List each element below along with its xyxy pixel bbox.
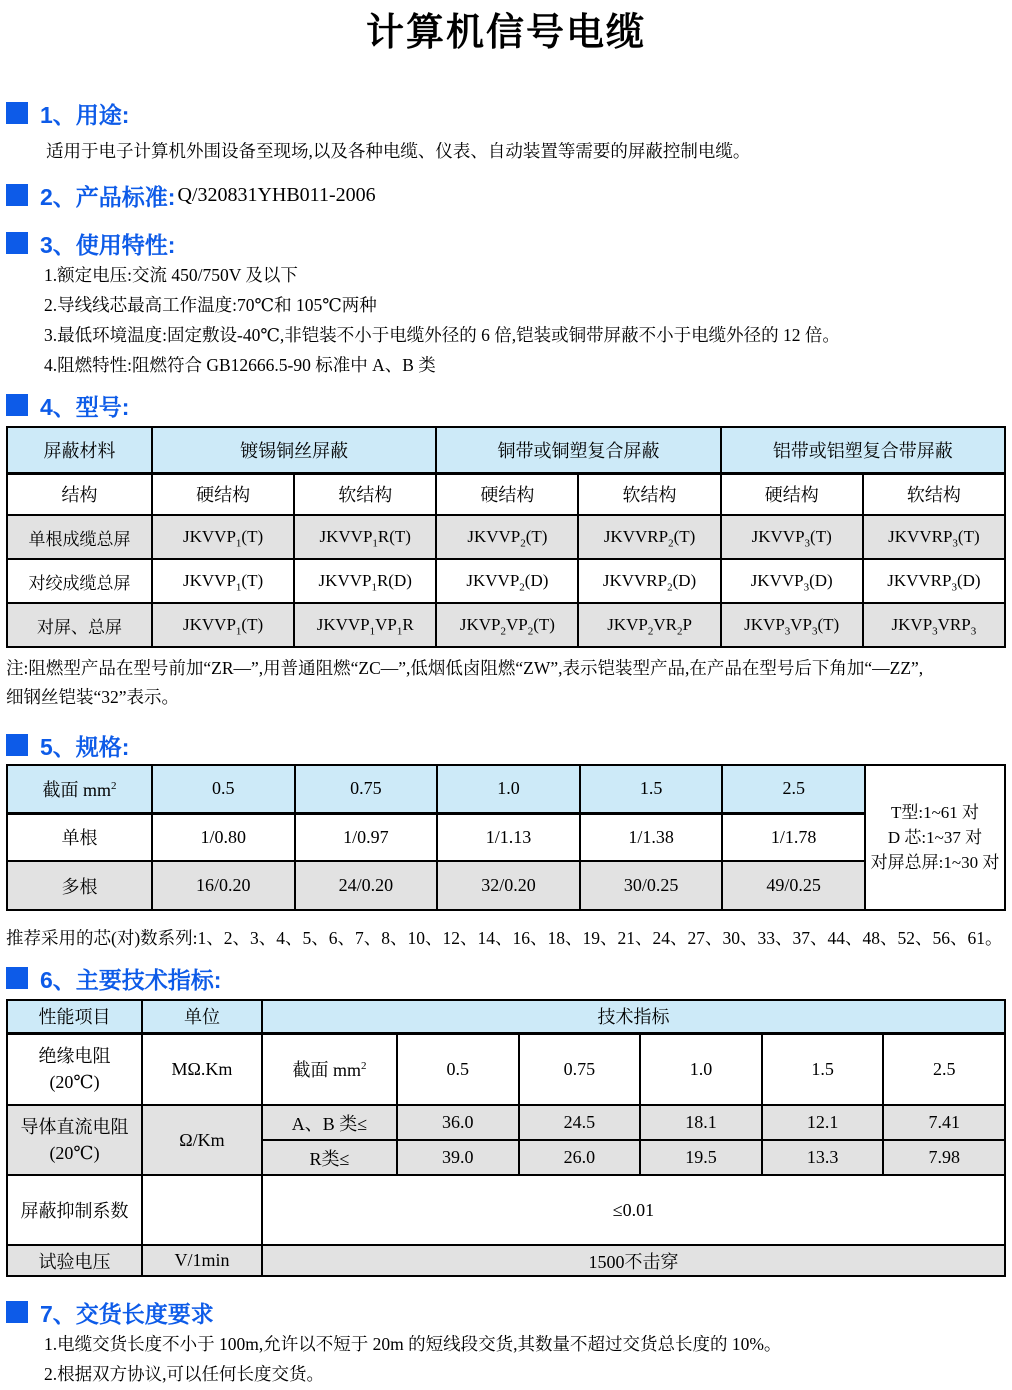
header-cell: 硬结构 bbox=[721, 473, 863, 515]
table-row bbox=[7, 515, 1005, 559]
row-label-line: 绝缘电阻 bbox=[38, 1046, 111, 1067]
model-cell: $JKVVP_1(T)$ bbox=[152, 559, 294, 603]
section-heading-specs bbox=[6, 730, 1006, 760]
row-label: 屏蔽抑制系数 bbox=[7, 1175, 142, 1245]
model-cell: $JKVVP_3(D)$ bbox=[721, 559, 863, 603]
value-cell: 7.41 bbox=[883, 1105, 1005, 1140]
header-cell: 屏蔽材料 bbox=[7, 427, 152, 473]
value-cell: 0.5 bbox=[397, 1033, 519, 1105]
list-item: 1.电缆交货长度不小于 100m,允许以不短于 20m 的短线段交货,其数量不超过交货总长度的 10%。 bbox=[44, 1334, 782, 1354]
row-label-line: (20℃) bbox=[49, 1143, 100, 1163]
model-table-header-row bbox=[7, 427, 1005, 473]
spec-cell: 1/1.78 bbox=[722, 813, 865, 861]
spec-table-header-row bbox=[7, 765, 1005, 813]
section-bullet-icon bbox=[6, 102, 28, 124]
unit-cell: V/1min bbox=[142, 1245, 262, 1276]
note-line: D 芯:1~37 对 bbox=[887, 828, 983, 847]
value-cell: 18.1 bbox=[640, 1105, 762, 1140]
section-characteristics-label: 3、使用特性: bbox=[40, 231, 176, 258]
value-cell: 26.0 bbox=[519, 1140, 641, 1175]
row-label: 单根 bbox=[7, 813, 152, 861]
section-heading-usage bbox=[6, 98, 1006, 128]
note-line: T型:1~61 对 bbox=[890, 803, 980, 822]
header-cell: 硬结构 bbox=[152, 473, 294, 515]
characteristics-list bbox=[6, 260, 1006, 380]
section-heading-models bbox=[6, 390, 1006, 420]
spec-cell: 1/0.80 bbox=[152, 813, 295, 861]
model-cell: $JKVVRP_2(T)$ bbox=[578, 515, 720, 559]
value-cell: 39.0 bbox=[397, 1140, 519, 1175]
value-cell: 13.3 bbox=[762, 1140, 884, 1175]
value-cell: ≤0.01 bbox=[262, 1175, 1005, 1245]
spec-cell: 30/0.25 bbox=[580, 861, 723, 910]
header-cell: 软结构 bbox=[294, 473, 436, 515]
header-cell: 结构 bbox=[7, 473, 152, 515]
row-label-line: 导体直流电阻 bbox=[20, 1117, 129, 1137]
row-label: 试验电压 bbox=[7, 1245, 142, 1276]
value-cell: 24.5 bbox=[519, 1105, 641, 1140]
spec-cell: 1/0.97 bbox=[295, 813, 438, 861]
header-cell: 镀锡铜丝屏蔽 bbox=[152, 427, 436, 473]
core-series-note: 推荐采用的芯(对)数系列:1、2、3、4、5、6、7、8、10、12、14、16、18、19、21、24、27、30、33、37、44、48、52、56、61。 bbox=[6, 928, 1003, 948]
list-item: 2.导线线芯最高工作温度:70℃和 105℃两种 bbox=[44, 295, 377, 315]
row-label-line: (20℃) bbox=[49, 1072, 100, 1093]
header-cell: 硬结构 bbox=[436, 473, 578, 515]
tech-table-header-row bbox=[7, 1000, 1005, 1033]
model-cell: $JKVVP_1VP_1R$ bbox=[294, 603, 436, 647]
list-item: 4.阻燃特性:阻燃符合 GB12666.5-90 标准中 A、B 类 bbox=[44, 355, 436, 375]
model-cell: $JKVVP_2(D)$ bbox=[436, 559, 578, 603]
tech-table bbox=[6, 999, 1006, 1277]
header-cell: 1.0 bbox=[437, 765, 580, 813]
unit-cell: MΩ.Km bbox=[142, 1033, 262, 1105]
header-cell: 1.5 bbox=[580, 765, 723, 813]
value-cell: 19.5 bbox=[640, 1140, 762, 1175]
table-row bbox=[7, 1175, 1005, 1245]
value-cell: 2.5 bbox=[883, 1033, 1005, 1105]
model-cell: $JKVVP_1(T)$ bbox=[152, 515, 294, 559]
page-title: 计算机信号电缆 bbox=[365, 12, 646, 54]
model-cell: $JKVVP_3(T)$ bbox=[721, 515, 863, 559]
list-item: 2.根据双方协议,可以任何长度交货。 bbox=[44, 1364, 324, 1384]
document-page bbox=[0, 10, 1012, 1389]
section-delivery-label: 7、交货长度要求 bbox=[40, 1300, 214, 1327]
spec-range-note bbox=[865, 765, 1005, 910]
value-cell: 1.5 bbox=[762, 1033, 884, 1105]
model-cell: $JKVVP_2(T)$ bbox=[436, 515, 578, 559]
model-cell: $JKVP_2VP_2(T)$ bbox=[436, 603, 578, 647]
table-row bbox=[7, 861, 1005, 910]
section-heading-delivery bbox=[6, 1297, 1006, 1327]
model-cell: $JKVVRP_3(T)$ bbox=[863, 515, 1005, 559]
section-bullet-icon bbox=[6, 394, 28, 416]
note-line: 细钢丝铠装“32”表示。 bbox=[6, 687, 180, 707]
section-bullet-icon bbox=[6, 1301, 28, 1323]
section-heading-characteristics bbox=[6, 228, 1006, 258]
model-cell: $JKVP_2VR_2P$ bbox=[578, 603, 720, 647]
spec-cell: 49/0.25 bbox=[722, 861, 865, 910]
row-label: 对绞成缆总屏 bbox=[7, 559, 152, 603]
model-table-structure-row bbox=[7, 473, 1005, 515]
model-cell: $JKVP_3VP_3(T)$ bbox=[721, 603, 863, 647]
section-tech-label: 6、主要技术指标: bbox=[40, 966, 222, 993]
header-cell: 软结构 bbox=[578, 473, 720, 515]
model-table-note bbox=[6, 654, 1006, 712]
section-bullet-icon bbox=[6, 184, 28, 206]
header-cell: 软结构 bbox=[863, 473, 1005, 515]
section-specs-label: 5、规格: bbox=[40, 733, 130, 760]
table-row bbox=[7, 559, 1005, 603]
table-row bbox=[7, 813, 1005, 861]
header-cell: 0.75 bbox=[295, 765, 438, 813]
list-item: 3.最低环境温度:固定敷设-40℃,非铠装不小于电缆外径的 6 倍,铠装或铜带屏蔽不小于电缆外径的 12 倍。 bbox=[44, 325, 840, 345]
note-line: 对屏总屏:1~30 对 bbox=[870, 853, 1000, 872]
model-cell: $JKVVP_1R(D)$ bbox=[294, 559, 436, 603]
unit-cell bbox=[142, 1175, 262, 1245]
value-cell: 36.0 bbox=[397, 1105, 519, 1140]
sub-label-cell: R类≤ bbox=[262, 1140, 397, 1175]
table-row bbox=[7, 603, 1005, 647]
table-row bbox=[7, 1105, 1005, 1140]
model-cell: $JKVVP_1(T)$ bbox=[152, 603, 294, 647]
header-cell: 性能项目 bbox=[7, 1000, 142, 1033]
spec-cell: 16/0.20 bbox=[152, 861, 295, 910]
section-bullet-icon bbox=[6, 967, 28, 989]
model-cell: $JKVP_3VRP_3$ bbox=[863, 603, 1005, 647]
spec-table bbox=[6, 764, 1006, 911]
model-cell: $JKVVP_1R(T)$ bbox=[294, 515, 436, 559]
header-cell: 截面 $mm^2$ bbox=[7, 765, 152, 813]
usage-body: 适用于电子计算机外围设备至现场,以及各种电缆、仪表、自动装置等需要的屏蔽控制电缆。 bbox=[46, 141, 751, 161]
sub-label-cell: A、B 类≤ bbox=[262, 1105, 397, 1140]
value-cell: 1500不击穿 bbox=[262, 1245, 1005, 1276]
note-line: 注:阻燃型产品在型号前加“ZR—”,用普通阻燃“ZC—”,低烟低卤阻燃“ZW”,表示铠装型产品,在产品在型号后下角加“—ZZ”, bbox=[6, 658, 924, 678]
row-label: 单根成缆总屏 bbox=[7, 515, 152, 559]
header-cell: 铜带或铜塑复合屏蔽 bbox=[436, 427, 720, 473]
value-cell: 7.98 bbox=[883, 1140, 1005, 1175]
row-label: 对屏、总屏 bbox=[7, 603, 152, 647]
header-cell: 2.5 bbox=[722, 765, 865, 813]
list-item: 1.额定电压:交流 450/750V 及以下 bbox=[44, 265, 298, 285]
value-cell: 0.75 bbox=[519, 1033, 641, 1105]
spec-cell: 32/0.20 bbox=[437, 861, 580, 910]
spec-cell: 24/0.20 bbox=[295, 861, 438, 910]
section-usage-label: 1、用途: bbox=[40, 101, 130, 128]
delivery-list bbox=[6, 1329, 1006, 1389]
sub-label-cell: 截面 $mm^2$ bbox=[262, 1033, 397, 1105]
section-standard-label: 2、产品标准: bbox=[40, 183, 176, 210]
header-cell: 0.5 bbox=[152, 765, 295, 813]
value-cell: 12.1 bbox=[762, 1105, 884, 1140]
section-heading-tech bbox=[6, 963, 1006, 993]
table-row bbox=[7, 1245, 1005, 1276]
header-cell: 铝带或铝塑复合带屏蔽 bbox=[721, 427, 1005, 473]
row-label: 多根 bbox=[7, 861, 152, 910]
value-cell: 1.0 bbox=[640, 1033, 762, 1105]
section-heading-standard bbox=[6, 180, 1006, 210]
model-cell: $JKVVRP_2(D)$ bbox=[578, 559, 720, 603]
table-row bbox=[7, 1033, 1005, 1105]
header-cell: 技术指标 bbox=[262, 1000, 1005, 1033]
spec-cell: 1/1.38 bbox=[580, 813, 723, 861]
section-bullet-icon bbox=[6, 734, 28, 756]
header-cell: 单位 bbox=[142, 1000, 262, 1033]
spec-cell: 1/1.13 bbox=[437, 813, 580, 861]
model-table bbox=[6, 426, 1006, 648]
section-models-label: 4、型号: bbox=[40, 393, 130, 420]
unit-cell: Ω/Km bbox=[142, 1105, 262, 1175]
model-cell: $JKVVRP_3(D)$ bbox=[863, 559, 1005, 603]
row-label bbox=[7, 1105, 142, 1175]
standard-number: Q/320831YHB011-2006 bbox=[177, 183, 376, 206]
section-bullet-icon bbox=[6, 232, 28, 254]
row-label bbox=[7, 1033, 142, 1105]
